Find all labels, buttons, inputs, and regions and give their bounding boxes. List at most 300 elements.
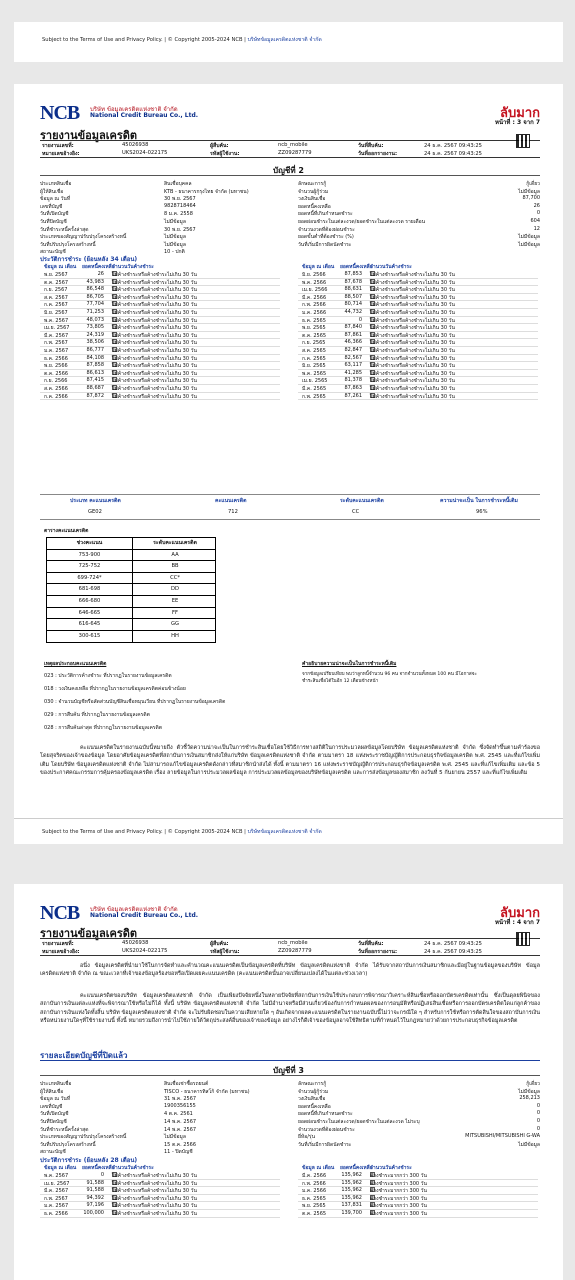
inquiry-date-label: วันที่สืบค้น: xyxy=(358,143,384,149)
member-label: ผู้สืบค้น: xyxy=(210,143,229,149)
history-status-text: ไม่ค้างชำระหรือค้างชำระไม่เกิน 30 วัน xyxy=(370,393,455,400)
qr-code-icon xyxy=(516,932,530,946)
history-balance: 26 xyxy=(97,271,104,277)
range-row xyxy=(47,619,215,631)
footer-link[interactable]: บริษัทข้อมูลเครดิตแห่งชาติ จำกัด xyxy=(247,829,322,835)
table-row xyxy=(40,355,280,363)
detail-value: 9828718464 xyxy=(164,202,196,209)
history-status-text: ไม่ค้างชำระหรือค้างชำระไม่เกิน 30 วัน xyxy=(370,317,455,324)
closed-accounts-title: รายละเอียดบัญชีที่ปิดแล้ว xyxy=(40,1051,128,1060)
range-row xyxy=(47,596,215,608)
table-row xyxy=(40,347,280,355)
score-header: คะแนนเครดิต xyxy=(215,498,247,504)
detail-value: 31 พ.ค. 2567 xyxy=(164,1096,197,1103)
history-status-text: ไม่ค้างชำระหรือค้างชำระไม่เกิน 30 วัน xyxy=(112,1203,197,1210)
history-month: มี.ค. 2567 xyxy=(44,332,69,339)
history-status-text: ไม่ค้างชำระหรือค้างชำระไม่เกิน 30 วัน xyxy=(112,317,197,324)
detail-value: 4 ต.ค. 2561 xyxy=(164,1111,193,1118)
history-balance: 84,108 xyxy=(86,354,104,361)
detail-value: 258,213 xyxy=(519,1095,540,1102)
history-status-text: ไม่ค้างชำระหรือค้างชำระไม่เกิน 30 วัน xyxy=(112,294,197,301)
table-row xyxy=(40,377,280,385)
history-balance: 82,567 xyxy=(344,354,362,361)
table-row xyxy=(298,1187,538,1195)
history-balance: 87,678 xyxy=(344,278,362,285)
credit-score-summary xyxy=(40,494,540,520)
detail-value: ไม่มีข้อมูล xyxy=(518,234,540,241)
table-row xyxy=(298,355,538,363)
table-row xyxy=(40,393,280,401)
detail-value: 26 xyxy=(533,202,540,209)
report-header xyxy=(40,102,540,124)
range-table-title: ตารางคะแนนเครดิต xyxy=(44,528,89,534)
history-month: เม.ย. 2567 xyxy=(44,1180,70,1187)
user: ZZ09287779 xyxy=(278,150,312,156)
detail-value: 30 พ.ย. 2567 xyxy=(164,226,196,233)
table-row xyxy=(40,317,280,325)
history-month: เม.ย. 2566 xyxy=(302,287,328,294)
history-header-days: จำนวนวันค้างชำระ xyxy=(370,1165,412,1171)
detail-label: เลขที่บัญชี xyxy=(40,203,63,210)
score-range: 681-698 xyxy=(47,584,133,595)
detail-value: TISCO - ธนาคารทิสโก้ จำกัด (มหาชน) xyxy=(164,1088,250,1095)
history-month: ส.ค. 2567 xyxy=(44,294,68,301)
ncb-logo: NCB xyxy=(40,902,80,924)
detail-label: ยี่ห้อ/รุ่น xyxy=(298,1134,316,1141)
table-row xyxy=(40,1187,280,1195)
history-month: ส.ค. 2565 xyxy=(302,348,326,354)
inquiry-date: 24 ธ.ค. 2567 09:43:25 xyxy=(424,941,482,947)
detail-value: สินเชื่อบุคคล xyxy=(164,181,192,187)
history-status-text: ไม่ค้างชำระหรือค้างชำระไม่เกิน 30 วัน xyxy=(112,1195,197,1202)
detail-value: 8 ม.ค. 2558 xyxy=(164,211,193,218)
table-row xyxy=(298,301,538,309)
history-month: ธ.ค. 2566 xyxy=(44,1211,68,1217)
history-status-text: ค้างชำระมากกว่า 300 วัน xyxy=(370,1211,427,1217)
page-2-tail xyxy=(14,22,563,62)
page-4 xyxy=(14,884,563,1280)
detail-label: วันที่เปิดบัญชี xyxy=(40,211,69,218)
detail-value: 30 พ.ย. 2567 xyxy=(164,196,196,203)
history-status-text: ไม่ค้างชำระหรือค้างชำระไม่เกิน 30 วัน xyxy=(112,302,197,309)
history-status-text: ไม่ค้างชำระหรือค้างชำระไม่เกิน 30 วัน xyxy=(112,348,197,354)
footer-copyright: Subject to the Terms of Use and Privacy Policy. | © Copyright 2005-2024 NCB | xyxy=(42,829,246,835)
detail-value: 604 xyxy=(530,218,540,224)
history-balance: 63,117 xyxy=(344,362,362,369)
detail-label: วงเงินสินเชื่อ xyxy=(298,1096,326,1103)
table-row xyxy=(40,324,280,332)
history-month: ม.ค. 2566 xyxy=(302,310,327,316)
history-status-text: ไม่ค้างชำระหรือค้างชำระไม่เกิน 30 วัน xyxy=(112,325,197,332)
detail-value: 15 ต.ค. 2566 xyxy=(164,1141,197,1148)
probability: 96% xyxy=(476,509,488,515)
user-label: รหัสผู้ใช้งาน: xyxy=(210,151,240,157)
user: ZZ09287779 xyxy=(278,948,312,954)
table-row xyxy=(298,324,538,332)
inquiry-date: 24 ธ.ค. 2567 09:43:25 xyxy=(424,143,482,149)
history-balance: 88,687 xyxy=(86,385,104,391)
detail-label: วันที่ชำระหนี้ครั้งล่าสุด xyxy=(40,1126,89,1133)
score-level: GG xyxy=(170,621,180,628)
history-status-text: ไม่ค้างชำระหรือค้างชำระไม่เกิน 30 วัน xyxy=(112,386,197,392)
history-status-text: ไม่ค้างชำระหรือค้างชำระไม่เกิน 30 วัน xyxy=(370,363,455,370)
history-month: พ.ย. 2565 xyxy=(302,325,326,332)
score-disclaimer: คะแนนเครดิตในรายงานฉบับนี้หมายถึง ตัวชี้วัดความน่าจะเป็นในการชำระสินเชื่อโดยใช้วิธีการทางสถิติในการประมวลผลข้อมูลโดยบริษัท ข้อมูลเครดิตแห่งชาติ จำกัด ซึ่งจัดทำขึ้นตามคำร้องขอโดยสุจริตของเจ้าของข้อมูล โดยอาศัยข้อมูลเครดิตที่สถาบันการเงินสมาชิกส่งให้แก่บริษัท ข้อมูลเครดิตแห่งชาติ จำกัด ตามมาตรา 18 แห่งพระราชบัญญัติการประกอบธุรกิจข้อมูลเครดิต พ.ศ. 2545 และที่แก้ไขเพิ่มเติม โดยบริษัท ข้อมูลเครดิตแห่งชาติ จำกัด ไม่สามารถแก้ไขข้อมูลเครดิตดังกล่าวที่สมาชิกนำส่งได้ ทั้งนี้ ตามมาตรา 16 แห่งพระราชบัญญัติการประกอบธุรกิจข้อมูลเครดิต พ.ศ. 2545 และที่แก้ไขเพิ่มเติม และข้อ 5 ของประกาศคณะกรรมการคุ้มครองข้อมูลเครดิต เรื่อง ลายข้อมูลในการประมวลผลข้อมูล การประมวลผลข้อมูลของบริษัทข้อมูลเครดิต และการส่งข้อมูลของสมาชิก ลงวันที่ 5 กันยายน 2557 และที่แก้ไขเพิ่มเติม xyxy=(40,745,540,776)
table-row xyxy=(298,332,538,340)
report-meta xyxy=(40,938,540,956)
history-month: มิ.ย. 2566 xyxy=(302,272,326,278)
detail-value: ไม่มีข้อมูล xyxy=(518,241,540,248)
history-month: ก.ค. 2566 xyxy=(44,393,68,400)
table-row xyxy=(40,279,280,287)
detail-label: วันที่ปรับปรุงโครงสร้างหนี้ xyxy=(40,241,96,248)
history-header-days: จำนวนวันค้างชำระ xyxy=(112,1165,154,1171)
detail-value: 12 xyxy=(533,225,540,232)
user-label: รหัสผู้ใช้งาน: xyxy=(210,949,240,955)
score-range: 616-645 xyxy=(47,619,133,630)
history-balance: 87,840 xyxy=(344,324,362,331)
history-balance: 44,732 xyxy=(344,309,362,315)
detail-label: สถานะบัญชี xyxy=(40,249,66,256)
score-level: CC xyxy=(352,509,360,515)
history-month: ต.ค. 2565 xyxy=(302,332,327,339)
ref: UKS2024-022175 xyxy=(122,150,168,156)
confidential-label: ลับมาก xyxy=(500,906,540,921)
history-balance: 82,847 xyxy=(344,347,362,353)
score-range: 725-752 xyxy=(47,561,133,572)
history-month: ธ.ค. 2565 xyxy=(302,317,326,324)
history-status-text: ไม่ค้างชำระหรือค้างชำระไม่เกิน 30 วัน xyxy=(112,1180,197,1187)
score-range-table xyxy=(46,537,216,643)
table-row xyxy=(298,271,538,279)
history-header-balance: ยอดหนี้คงเหลือ xyxy=(340,264,373,270)
history-month: ม.ค. 2566 xyxy=(302,1188,327,1195)
ref: UKS2024-022175 xyxy=(122,948,168,954)
history-month: ก.พ. 2566 xyxy=(302,1180,326,1187)
history-balance: 139,700 xyxy=(341,1210,362,1216)
history-balance: 77,704 xyxy=(86,301,104,308)
detail-label: เลขที่บัญชี xyxy=(40,1103,63,1110)
history-status-text: ไม่ค้างชำระหรือค้างชำระไม่เกิน 30 วัน xyxy=(370,378,455,385)
account-title: บัญชีที่ 3 xyxy=(273,1066,304,1075)
history-balance: 86,548 xyxy=(86,286,104,293)
history-status-text: ไม่ค้างชำระหรือค้างชำระไม่เกิน 30 วัน xyxy=(370,386,455,392)
history-balance: 73,805 xyxy=(86,324,104,331)
table-row xyxy=(298,309,538,317)
report-no-label: รายงานเลขที่: xyxy=(42,143,74,149)
issue-date: 24 ธ.ค. 2567 09:43:25 xyxy=(424,949,482,955)
table-row xyxy=(40,309,280,317)
score-factor: 029 : การสืบค้น ที่ปรากฏในรายงานข้อมูลเครดิต xyxy=(44,712,150,718)
history-header-balance: ยอดหนี้คงเหลือ xyxy=(82,264,115,270)
detail-label: วันที่เปิดบัญชี xyxy=(40,1111,69,1118)
history-balance: 71,253 xyxy=(86,309,104,315)
history-month: พ.ย. 2566 xyxy=(44,363,68,370)
page-number: หน้าที่ : 4 จาก 7 xyxy=(494,919,540,926)
history-balance: 87,861 xyxy=(344,331,362,338)
history-balance: 43,983 xyxy=(86,278,104,285)
table-row xyxy=(40,1202,280,1210)
divider xyxy=(40,175,540,176)
table-row xyxy=(298,279,538,287)
company-name-th: บริษัท ข้อมูลเครดิตแห่งชาติ จำกัด xyxy=(90,906,178,913)
history-month: มี.ค. 2567 xyxy=(44,1188,69,1195)
page-number: หน้าที่ : 3 จาก 7 xyxy=(494,119,540,126)
history-status-text: ไม่ค้างชำระหรือค้างชำระไม่เกิน 30 วัน xyxy=(370,272,455,278)
detail-label: จำนวนผู้กู้ร่วม xyxy=(298,188,329,195)
range-header: ช่วงคะแนน xyxy=(47,538,133,549)
level-header: ระดับคะแนนเครดิต xyxy=(153,540,197,546)
detail-value: ไม่มีข้อมูล xyxy=(518,1088,540,1095)
history-balance: 97,196 xyxy=(86,1202,104,1209)
detail-value: 10 - ปกติ xyxy=(164,249,185,256)
history-balance: 91,588 xyxy=(86,1179,104,1186)
inquiry-date-label: วันที่สืบค้น: xyxy=(358,941,384,947)
history-month: พ.ย. 2567 xyxy=(44,272,68,278)
history-header-month: ข้อมูล ณ เดือน xyxy=(302,264,335,270)
history-status-text: ไม่ค้างชำระหรือค้างชำระไม่เกิน 30 วัน xyxy=(370,370,455,377)
history-month: ก.ค. 2565 xyxy=(302,355,326,362)
table-row xyxy=(298,317,538,325)
score-note-2: คะแนนเครดิตของบริษัท ข้อมูลเครดิตแห่งชาติ จำกัด เป็นเพียงปัจจัยหนึ่งในหลายปัจจัยที่สถาบันการเงินใช้ประกอบการพิจารณาวิเคราะห์สินเชื่อหรือออกบัตรเครดิตเท่านั้น ซึ่งเป็นดุลยพินิจของสถาบันการเงินแต่ละแห่งที่จะพิจารณาใช้หรือไม่ก็ได้ ทั้งนี้ บริษัท ข้อมูลเครดิตแห่งชาติ จำกัด ไม่มีอำนาจหรือมีส่วนเกี่ยวข้องกับการกำหนดผลของการอนุมัติหรือปฏิเสธสินเชื่อหรือการออกบัตรเครดิตใดแก่ลูกค้าของสถาบันการเงินแห่งใดทั้งสิ้น บริษัท ข้อมูลเครดิตแห่งชาติ จำกัด จะไม่รับผิดชอบในความเสียหายใด ๆ อันเกิดจากผลคะแนนเครดิตในรายงานฉบับนี้ไม่ว่าจะกรณีใด ๆ สำหรับการใช้หรือการตัดสินใจของสถาบันการเงินหรือหน่วยงานใดๆที่ใช้รายงานนี้ ทั้งนี้ หมายรวมถึงการนำไปใช้ภายใต้วัตถุประสงค์อื่นของเจ้าของข้อมูล อย่างไรก็ดีเจ้าของข้อมูลอาจใช้สิทธิตามที่กำหนดไว้ในกฎหมายว่าด้วยการประกอบธุรกิจข้อมูลเครดิต xyxy=(40,993,540,1024)
table-row xyxy=(298,286,538,294)
detail-label: ยอดหนี้คงเหลือ xyxy=(298,203,331,210)
score-level: FF xyxy=(172,609,178,616)
detail-label: ประเภทสินเชื่อ xyxy=(40,181,72,187)
history-balance: 135,962 xyxy=(341,1194,362,1201)
table-row xyxy=(40,286,280,294)
score-range: 666-680 xyxy=(47,596,133,607)
history-balance: 87,872 xyxy=(86,392,104,399)
detail-label: วันที่เริ่มมีการผิดนัดชำระ xyxy=(298,241,352,248)
detail-value: ไม่มีข้อมูล xyxy=(518,188,540,195)
history-status-text: ไม่ค้างชำระหรือค้างชำระไม่เกิน 30 วัน xyxy=(370,279,455,286)
score-factor: 028 : การสืบค้นล่าสุด ที่ปรากฏในรายงานข้อมูลเครดิต xyxy=(44,725,162,731)
history-balance: 87,853 xyxy=(344,271,362,277)
detail-label: สถานะบัญชี xyxy=(40,1149,66,1156)
score-factor: 030 : จำนวนบัญชีหรือสัดส่วนบัญชีสินเชื่อหมุนเวียน ที่ปรากฏในรายงานข้อมูลเครดิต xyxy=(44,699,226,705)
score-factor: 023 : ประวัติการค้างชำระ ที่ปรากฏในรายงานข้อมูลเครดิต xyxy=(44,673,172,679)
table-row xyxy=(298,1180,538,1188)
payment-history-title: ประวัติการชำระ (ย้อนหลัง 28 เดือน) xyxy=(40,1157,138,1164)
detail-value: 11 - ปิดบัญชี xyxy=(164,1149,193,1156)
history-status-text: ไม่ค้างชำระหรือค้างชำระไม่เกิน 30 วัน xyxy=(112,393,197,400)
history-balance: 86,613 xyxy=(86,369,104,376)
table-row xyxy=(40,385,280,393)
member-label: ผู้สืบค้น: xyxy=(210,941,229,947)
detail-label: ประเภทของสัญญาปรับปรุงโครงสร้างหนี้ xyxy=(40,1134,127,1141)
detail-value: 0 xyxy=(536,1125,540,1132)
table-row xyxy=(40,1195,280,1203)
page-3 xyxy=(14,84,563,844)
detail-value: 87,700 xyxy=(522,195,540,202)
probability-text-2: ชำระสินเชื่อได้ในอีก 12 เดือนข้างหน้า xyxy=(302,679,379,684)
history-month: มิ.ย. 2567 xyxy=(44,310,68,316)
history-month: ก.ค. 2567 xyxy=(44,302,68,309)
history-month: พ.ค. 2567 xyxy=(44,317,69,324)
detail-label: วันที่ปรับปรุงโครงสร้างหนี้ xyxy=(40,1141,96,1148)
score-level: CC* xyxy=(170,574,180,581)
detail-value: 14 พ.ค. 2567 xyxy=(164,1119,197,1125)
table-row xyxy=(298,362,538,370)
history-balance: 41,285 xyxy=(344,369,362,376)
table-row xyxy=(40,332,280,340)
detail-label: ยอดหนี้ที่เกินกำหนดชำระ xyxy=(298,211,353,218)
history-status-text: ไม่ค้างชำระหรือค้างชำระไม่เกิน 30 วัน xyxy=(370,348,455,354)
history-status-text: ไม่ค้างชำระหรือค้างชำระไม่เกิน 30 วัน xyxy=(370,355,455,362)
probability-text-1: จากข้อมูลเปรียบเทียบ พบว่าลูกหนี้จำนวน 96 คน จากจำนวนทั้งหมด 100 คน มีโอกาสจะ xyxy=(302,672,477,677)
history-month: ก.พ. 2567 xyxy=(44,340,68,347)
qr-code-icon xyxy=(516,134,530,148)
detail-label: วันที่ปิดบัญชี xyxy=(40,1119,67,1125)
footer-copyright: Subject to the Terms of Use and Privacy Policy. | © Copyright 2005-2024 NCB | xyxy=(42,37,246,43)
account-title: บัญชีที่ 2 xyxy=(273,166,304,175)
history-balance: 100,000 xyxy=(83,1210,104,1216)
table-row xyxy=(298,1195,538,1203)
detail-value: 14 พ.ค. 2567 xyxy=(164,1126,197,1133)
detail-label: วันที่ชำระหนี้ครั้งล่าสุด xyxy=(40,226,89,233)
history-balance: 87,858 xyxy=(86,362,104,369)
footer-link[interactable]: บริษัทข้อมูลเครดิตแห่งชาติ จำกัด xyxy=(247,37,322,43)
detail-label: ยอดหนี้คงเหลือ xyxy=(298,1103,331,1110)
history-month: ก.ย. 2565 xyxy=(302,340,326,347)
detail-value: สินเชื่อเช่าซื้อรถยนต์ xyxy=(164,1081,209,1087)
history-month: ธ.ค. 2566 xyxy=(44,355,68,362)
score-type: GE02 xyxy=(88,509,102,515)
range-row xyxy=(47,561,215,573)
detail-value: KTB - ธนาคารกรุงไทย จำกัด (มหาชน) xyxy=(164,188,249,195)
history-balance: 94,392 xyxy=(86,1194,104,1201)
company-name-th: บริษัท ข้อมูลเครดิตแห่งชาติ จำกัด xyxy=(90,106,178,113)
history-balance: 137,831 xyxy=(341,1202,362,1209)
company-name-en: National Credit Bureau Co., Ltd. xyxy=(90,112,199,119)
history-status-text: ไม่ค้างชำระหรือค้างชำระไม่เกิน 30 วัน xyxy=(370,294,455,301)
member: ncb_mobile xyxy=(278,940,308,946)
score-range: 646-665 xyxy=(47,608,133,619)
history-balance: 88,507 xyxy=(344,293,362,300)
detail-label: ลักษณะการกู้ xyxy=(298,181,327,187)
detail-label: ยอดผ่อนชำระในแต่ละงวด/ยอดชำระในแต่ละงวด ไม่ระบุ xyxy=(298,1119,420,1125)
report-no: 45026938 xyxy=(122,940,149,946)
probability-title: คำอธิบายความน่าจะเป็นในการชำระหนี้เดิม xyxy=(302,661,397,667)
score-level: AA xyxy=(171,551,179,558)
footer-text xyxy=(42,828,322,836)
detail-value: กู้เดี่ยว xyxy=(526,1081,540,1087)
history-month: เม.ย. 2567 xyxy=(44,325,70,332)
table-row xyxy=(298,1172,538,1180)
divider xyxy=(40,1060,540,1061)
history-month: พ.ย. 2565 xyxy=(302,1203,326,1210)
history-balance: 86,777 xyxy=(86,347,104,353)
report-title: รายงานข้อมูลเครดิต xyxy=(40,129,138,142)
history-balance: 135,962 xyxy=(341,1187,362,1194)
history-balance: 38,506 xyxy=(86,339,104,346)
report-meta xyxy=(40,140,540,158)
history-balance: 88,631 xyxy=(344,286,362,293)
table-row xyxy=(298,370,538,378)
table-row xyxy=(40,1210,280,1218)
history-status-text: ไม่ค้างชำระหรือค้างชำระไม่เกิน 30 วัน xyxy=(112,1188,197,1195)
report-no: 45026938 xyxy=(122,142,149,148)
history-status-text: ไม่ค้างชำระหรือค้างชำระไม่เกิน 30 วัน xyxy=(112,332,197,339)
history-status-text: ไม่ค้างชำระหรือค้างชำระไม่เกิน 30 วัน xyxy=(112,370,197,377)
table-row xyxy=(40,301,280,309)
score-type-header: ประเภท คะแนนเครดิต xyxy=(70,498,121,504)
history-balance: 91,588 xyxy=(86,1187,104,1194)
history-month: ส.ค. 2566 xyxy=(44,386,68,392)
credit-score: 712 xyxy=(228,509,238,515)
history-balance: 81,378 xyxy=(344,377,362,384)
detail-value: ไม่มีข้อมูล xyxy=(164,219,186,225)
range-row xyxy=(47,608,215,620)
history-status-text: ไม่ค้างชำระหรือค้างชำระไม่เกิน 30 วัน xyxy=(112,355,197,362)
history-month: ต.ค. 2565 xyxy=(302,1211,327,1217)
detail-value: MITSUBISHI/MITSUBISHI G-WA xyxy=(465,1133,540,1140)
history-month: มี.ค. 2565 xyxy=(302,386,327,392)
table-row xyxy=(40,1180,280,1188)
history-month: ก.พ. 2566 xyxy=(302,302,326,309)
history-month: มิ.ย. 2565 xyxy=(302,363,326,370)
history-balance: 87,863 xyxy=(344,385,362,391)
ncb-logo: NCB xyxy=(40,102,80,124)
detail-label: ประเภทของสัญญาปรับปรุงโครงสร้างหนี้ xyxy=(40,234,127,241)
detail-label: ประเภทสินเชื่อ xyxy=(40,1081,72,1087)
table-row xyxy=(40,294,280,302)
history-month: ต.ค. 2567 xyxy=(44,279,69,286)
score-factor: 018 : วงเงินคงเหลือ ที่ปรากฏในรายงานข้อมูลเครดิตค่อนข้างน้อย xyxy=(44,686,186,692)
detail-label: จำนวนผู้กู้ร่วม xyxy=(298,1088,329,1095)
table-row xyxy=(298,1202,538,1210)
history-header-month: ข้อมูล ณ เดือน xyxy=(44,1165,77,1171)
issue-date-label: วันที่ออกรายงาน: xyxy=(358,151,398,157)
history-status-text: ไม่ค้างชำระหรือค้างชำระไม่เกิน 30 วัน xyxy=(112,272,197,278)
score-level: BB xyxy=(171,563,179,570)
history-balance: 135,962 xyxy=(341,1179,362,1186)
history-month: ก.พ. 2565 xyxy=(302,393,326,400)
detail-value: ไม่มีข้อมูล xyxy=(518,1141,540,1148)
history-status-text: ค้างชำระมากกว่า 300 วัน xyxy=(370,1188,427,1195)
history-header-balance: ยอดหนี้คงเหลือ xyxy=(340,1165,373,1171)
table-row xyxy=(40,370,280,378)
history-month: ม.ค. 2567 xyxy=(44,1203,69,1210)
history-header-month: ข้อมูล ณ เดือน xyxy=(44,264,77,270)
table-row xyxy=(40,271,280,279)
table-row xyxy=(40,362,280,370)
history-month: ต.ค. 2566 xyxy=(44,370,69,377)
detail-value: ไม่มีข้อมูล xyxy=(164,241,186,248)
history-balance: 46,366 xyxy=(344,339,362,346)
history-status-text: ไม่ค้างชำระหรือค้างชำระไม่เกิน 30 วัน xyxy=(112,363,197,370)
payment-history-title: ประวัติการชำระ (ย้อนหลัง 34 เดือน) xyxy=(40,256,138,263)
history-balance: 135,962 xyxy=(341,1172,362,1178)
range-row xyxy=(47,573,215,585)
history-month: มี.ค. 2566 xyxy=(302,294,327,301)
history-status-text: ค้างชำระมากกว่า 300 วัน xyxy=(370,1195,427,1202)
table-row xyxy=(40,339,280,347)
table-row xyxy=(298,347,538,355)
history-status-text: ไม่ค้างชำระหรือค้างชำระไม่เกิน 30 วัน xyxy=(370,325,455,332)
history-status-text: ค้างชำระมากกว่า 300 วัน xyxy=(370,1173,427,1179)
detail-label: ข้อมูล ณ วันที่ xyxy=(40,196,71,203)
history-status-text: ไม่ค้างชำระหรือค้างชำระไม่เกิน 30 วัน xyxy=(112,279,197,286)
history-month: พ.ค. 2565 xyxy=(302,370,327,377)
confidential-label: ลับมาก xyxy=(500,106,540,121)
table-row xyxy=(298,385,538,393)
detail-label: ข้อมูล ณ วันที่ xyxy=(40,1096,71,1103)
detail-label: วันที่ปิดบัญชี xyxy=(40,219,67,225)
factors-title: เหตุผลประกอบคะแนนเครดิต xyxy=(44,661,107,667)
detail-label: วงเงินสินเชื่อ xyxy=(298,196,326,203)
